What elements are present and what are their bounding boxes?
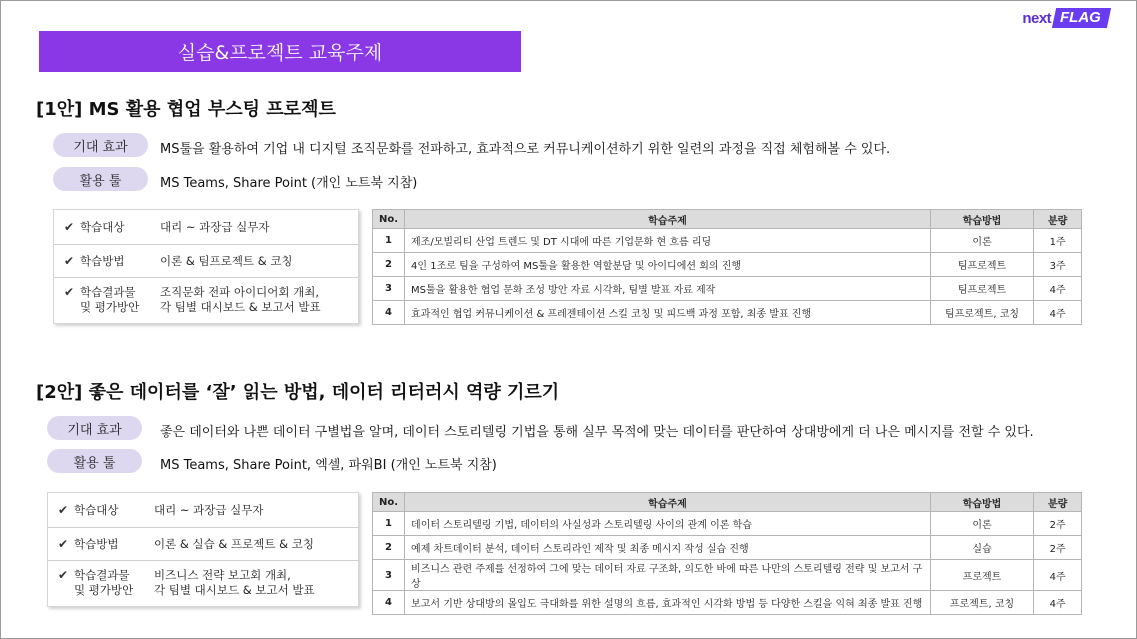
check-icon: ✔ [58, 568, 69, 582]
section-1-tool-text: MS Teams, Share Point (개인 노트북 지참) [160, 176, 418, 191]
cell-method: 이론 [930, 229, 1033, 253]
check-icon: ✔ [58, 503, 69, 517]
check-icon: ✔ [58, 537, 69, 551]
info-value: 이론 & 실습 & 프로젝트 & 코칭 [154, 536, 314, 551]
info-row [48, 561, 358, 606]
cell-no: 4 [373, 591, 405, 615]
info-label: 학습대상 [80, 220, 125, 234]
info-value-line-2: 각 팀별 대시보드 & 보고서 발표 [160, 300, 321, 314]
info-label-line-1: 학습결과물 [74, 568, 130, 582]
info-label-line-2: 및 평가방안 [74, 583, 134, 597]
cell-no: 3 [373, 277, 405, 301]
section-2-effect-text: 좋은 데이터와 나쁜 데이터 구별법을 알며, 데이터 스토리텔링 기법을 통해 실무 목적에 맞는 데이터를 판단하여 상대방에게 더 나은 메시지를 전할 수 있다. [160, 425, 1034, 440]
logo-flag-badge [1052, 8, 1111, 28]
info-value: 이론 & 팀프로젝트 & 코칭 [160, 253, 293, 268]
cell-topic: 제조/모빌리티 산업 트렌드 및 DT 시대에 따른 기업문화 현 흐름 리딩 [405, 229, 931, 253]
cell-method: 프로젝트 [930, 560, 1033, 591]
info-value-line-2: 각 팀별 대시보드 & 보고서 발표 [154, 583, 315, 597]
info-row [48, 528, 358, 561]
info-value-line-1: 비즈니스 전략 보고회 개최, [154, 568, 291, 582]
info-value [154, 568, 358, 598]
table-row [373, 277, 1082, 301]
cell-topic: 보고서 기반 상대방의 몰입도 극대화를 위한 설명의 흐름, 효과적인 시각화 방법 등 다양한 스킬을 익혀 최종 발표 진행 [405, 591, 931, 615]
section-1-title: [1안] MS 활용 협업 부스팅 프로젝트 [36, 99, 336, 120]
col-header-topic: 학습주제 [405, 493, 931, 512]
check-icon: ✔ [64, 285, 75, 299]
check-icon: ✔ [64, 220, 75, 234]
table-row [373, 560, 1082, 591]
table-row [373, 591, 1082, 615]
info-row [48, 493, 358, 528]
logo-next-text: next [1022, 9, 1052, 27]
info-label [74, 568, 154, 598]
section-2-info-box [47, 492, 359, 607]
cell-amount: 1주 [1034, 229, 1082, 253]
section-1-effect-pill: 기대 효과 [53, 133, 148, 157]
info-row [54, 210, 358, 245]
cell-no: 1 [373, 512, 405, 536]
cell-topic: 4인 1조로 팀을 구성하여 MS툴을 활용한 역할분담 및 아이디에션 회의 진행 [405, 253, 931, 277]
info-label: 학습방법 [80, 254, 125, 268]
cell-amount: 2주 [1034, 536, 1082, 560]
info-label: 학습대상 [74, 503, 119, 517]
cell-amount: 4주 [1034, 277, 1082, 301]
info-value: 대리 ~ 과장급 실무자 [154, 502, 264, 517]
col-header-topic: 학습주제 [405, 210, 931, 229]
cell-method: 프로젝트, 코칭 [930, 591, 1033, 615]
cell-no: 2 [373, 536, 405, 560]
info-row [54, 245, 358, 278]
cell-topic: 예제 차트데이터 분석, 데이터 스토리라인 제작 및 최종 메시지 작성 실습 진행 [405, 536, 931, 560]
info-value: 대리 ~ 과장급 실무자 [160, 219, 270, 234]
check-icon: ✔ [64, 254, 75, 268]
section-2-effect-pill: 기대 효과 [47, 416, 142, 440]
section-1-effect-text: MS툴을 활용하여 기업 내 디지털 조직문화를 전파하고, 효과적으로 커뮤니케이션하기 위한 일련의 과정을 직접 체험해볼 수 있다. [160, 142, 891, 157]
info-value-line-1: 조직문화 전파 아이디어회 개최, [160, 285, 320, 299]
cell-method: 실습 [930, 536, 1033, 560]
section-2-topic-table [372, 492, 1082, 615]
cell-topic: 비즈니스 관련 주제를 선정하여 그에 맞는 데이터 자료 구조화, 의도한 바에 따른 나만의 스토리텔링 전략 및 보고서 구상 [405, 560, 931, 591]
table-row [373, 512, 1082, 536]
info-label-line-2: 및 평가방안 [80, 300, 140, 314]
cell-amount: 3주 [1034, 253, 1082, 277]
section-2-tool-text: MS Teams, Share Point, 엑셀, 파워BI (개인 노트북 지참) [160, 458, 497, 473]
logo-flag-text: FLAG [1060, 9, 1101, 26]
table-header-row [373, 493, 1082, 512]
page-banner [39, 31, 521, 72]
info-value [160, 285, 358, 315]
info-label-line-1: 학습결과물 [80, 285, 136, 299]
section-1-info-box [53, 209, 359, 324]
col-header-method: 학습방법 [930, 210, 1033, 229]
section-1-topic-table [372, 209, 1082, 325]
cell-topic: MS툴을 활용한 협업 문화 조성 방안 자료 시각화, 팀별 발표 자료 제작 [405, 277, 931, 301]
info-label: 학습방법 [74, 537, 119, 551]
col-header-amount: 분량 [1034, 210, 1082, 229]
table-row [373, 536, 1082, 560]
section-2-title: [2안] 좋은 데이터를 ‘잘’ 읽는 방법, 데이터 리터러시 역량 기르기 [36, 382, 560, 403]
cell-amount: 4주 [1034, 591, 1082, 615]
col-header-method: 학습방법 [930, 493, 1033, 512]
cell-no: 4 [373, 301, 405, 325]
cell-method: 팀프로젝트 [930, 253, 1033, 277]
section-1-tool-pill: 활용 툴 [53, 167, 148, 191]
col-header-amount: 분량 [1034, 493, 1082, 512]
col-header-no: No. [373, 210, 405, 229]
cell-amount: 2주 [1034, 512, 1082, 536]
info-row [54, 278, 358, 323]
nextflag-logo [1022, 8, 1109, 28]
page-title: 실습&프로젝트 교육주제 [177, 42, 383, 64]
table-row [373, 301, 1082, 325]
table-row [373, 229, 1082, 253]
cell-method: 팀프로젝트, 코칭 [930, 301, 1033, 325]
cell-amount: 4주 [1034, 560, 1082, 591]
info-label [80, 285, 160, 315]
col-header-no: No. [373, 493, 405, 512]
table-header-row [373, 210, 1082, 229]
cell-method: 팀프로젝트 [930, 277, 1033, 301]
cell-no: 3 [373, 560, 405, 591]
section-2-tool-pill: 활용 툴 [47, 449, 142, 473]
cell-method: 이론 [930, 512, 1033, 536]
cell-topic: 효과적인 협업 커뮤니케이션 & 프레젠테이션 스킬 코칭 및 피드백 과정 포함, 최종 발표 진행 [405, 301, 931, 325]
table-row [373, 253, 1082, 277]
cell-no: 2 [373, 253, 405, 277]
cell-topic: 데이터 스토리텔링 기법, 데이터의 사실성과 스토리텔링 사이의 관계 이론 학습 [405, 512, 931, 536]
cell-amount: 4주 [1034, 301, 1082, 325]
cell-no: 1 [373, 229, 405, 253]
